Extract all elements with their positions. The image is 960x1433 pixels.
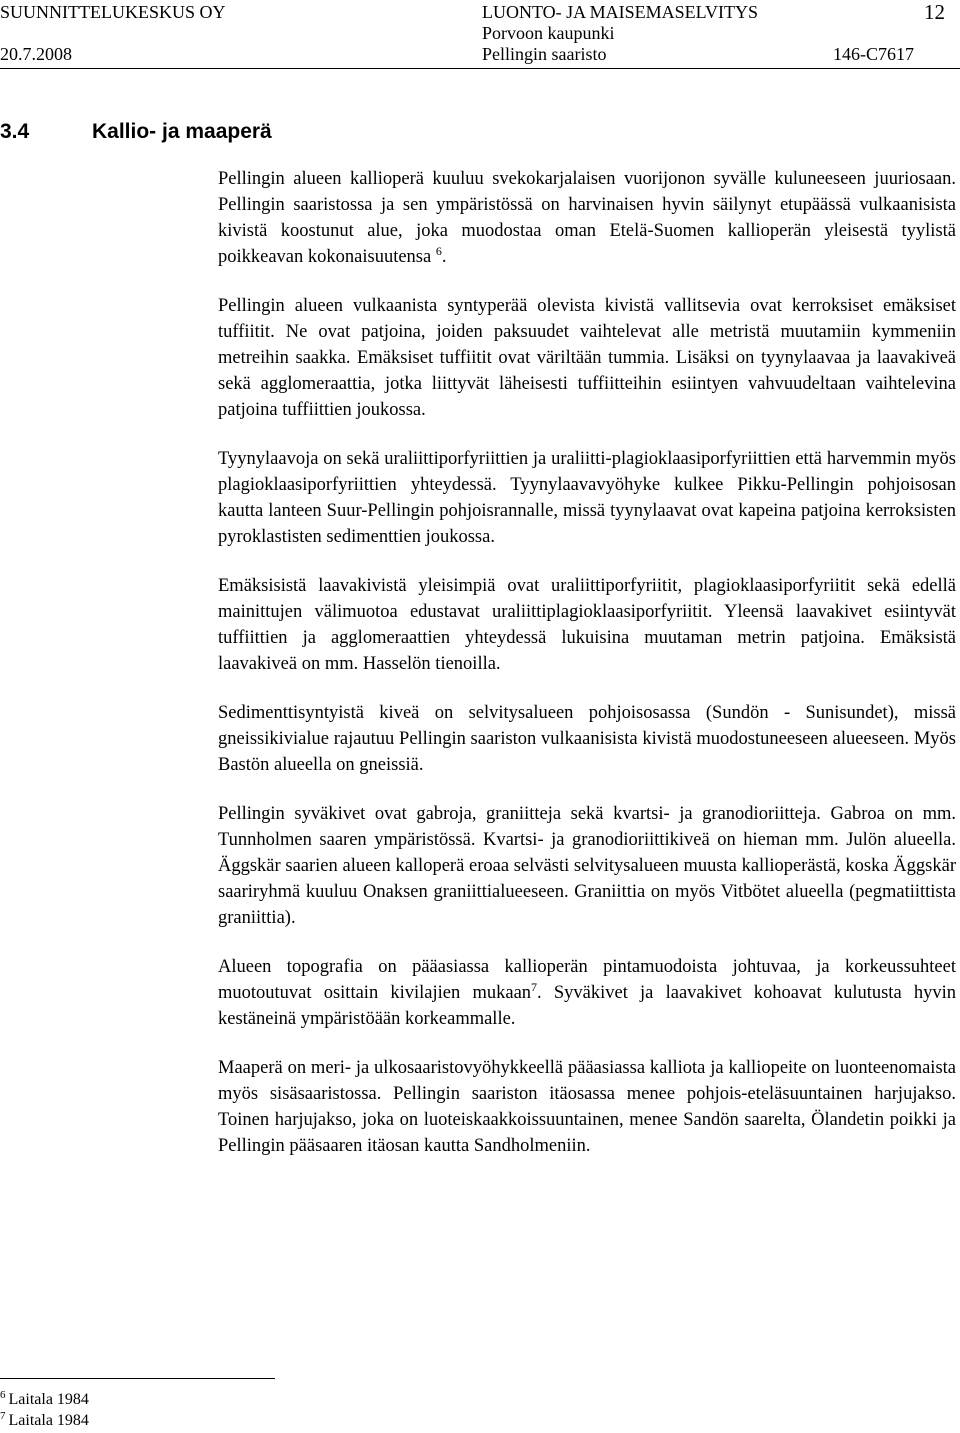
paragraph-1-end: . <box>441 247 447 267</box>
footnote-7 <box>0 1410 89 1431</box>
footnotes <box>0 1389 89 1431</box>
footnote-divider <box>0 1378 275 1379</box>
paragraph-2: Pellingin alueen vulkaanista syntyperää olevista kivistä vallitsevia ovat kerroksiset emäksiset tuffiitit. Ne ovat patjoina, joiden paksuudet vaihtelevat alle metristä muutamiin kymmeniin metreihin saakka. Emäksiset tuffiitit ovat väriltään tummia. Lisäksi on tyynylaavaa ja laavakiveä sekä agglomeraattia, jotka liittyvät läheisesti tuffiitteihin esiintyen vahvuudeltaan vaihtelevina patjoina tuffiittien joukossa. <box>218 296 956 420</box>
body-text <box>218 166 956 1182</box>
header-project-code: 146-C7617 <box>833 44 914 64</box>
section-number: 3.4 <box>0 120 30 143</box>
paragraph-1 <box>218 166 956 270</box>
paragraph-3: Tyynylaavoja on sekä uraliittiporfyriittien ja uraliitti-plagioklaasiporfyriittien että harvemmin myös plagioklaasiporfyriittien yhteydessä. Tyynylaavavyöhyke kulkee Pikku-Pellingin pohjoisosan kautta lanteen Suur-Pellingin pohjoisrannalle, missä tyynylaavat ovat kapeina patjoina kerroksisten pyroklastisten sedimenttien joukossa. <box>218 449 956 547</box>
footnote-6 <box>0 1389 89 1410</box>
header-organization: SUUNNITTELUKESKUS OY <box>0 2 226 22</box>
footnote-text: Laitala 1984 <box>8 1391 89 1408</box>
paragraph-7-end: . Syväkivet ja laavakivet kohoavat kulutusta hyvin kestäneinä ympäristöään korkeammalle. <box>218 983 956 1029</box>
header-date: 20.7.2008 <box>0 44 72 64</box>
header-municipality: Porvoon kaupunki <box>482 23 615 43</box>
footnote-ref-6: 6 <box>435 243 442 258</box>
paragraph-1-text: Pellingin alueen kallioperä kuuluu svekokarjalaisen vuorijonon syvälle kuluneeseen juuriosaan. Pellingin saaristossa ja sen ympäristössä on harvinaisen hyvin säilynyt etupäässä vulkaanisista kivistä koostunut alue, joka muodostaa oman Etelä-Suomen kallioperän yleisestä tyylistä poikkeavan kokonaisuutensa <box>218 169 956 267</box>
paragraph-7-text: Alueen topografia on pääasiassa kallioperän pintamuodoista johtuvaa, ja korkeussuhteet muotoutuvat osittain kivilajien mukaan <box>218 957 956 1003</box>
section-title: Kallio- ja maaperä <box>92 120 272 143</box>
header-divider <box>0 68 960 69</box>
page-header <box>0 0 960 68</box>
paragraph-7 <box>218 954 956 1032</box>
footnote-ref-7: 7 <box>531 979 538 994</box>
header-page-number: 12 <box>924 0 945 24</box>
section-heading <box>0 118 272 146</box>
paragraph-4: Emäksisistä laavakivistä yleisimpiä ovat uraliittiporfyriitit, plagioklaasiporfyriitit sekä edellä mainittujen välimuotoa edustavat uraliittiplagioklaasiporfyriitit. Yleensä laavakivet esiintyvät tuffiittien ja agglomeraattien yhteydessä lukuisina muutaman metrin patjoina. Emäksistä laavakiveä on mm. Hasselön tienoilla. <box>218 576 956 674</box>
paragraph-8: Maaperä on meri- ja ulkosaaristovyöhykkeellä pääasiassa kalliota ja kalliopeite on luonteenomaista myös sisäsaaristossa. Pellingin saariston itäosassa menee pohjois-eteläsuuntainen harjujakso. Toinen harjujakso, joka on luoteiskaakkoissuuntainen, menee Sandön saarelta, Ölandetin poikki ja Pellingin pääsaaren itäosan kautta Sandholmeniin. <box>218 1058 956 1156</box>
header-report-title: LUONTO- JA MAISEMASELVITYS <box>482 2 759 22</box>
footnote-number: 6 <box>0 1388 6 1401</box>
header-area: Pellingin saaristo <box>482 44 607 64</box>
paragraph-6: Pellingin syväkivet ovat gabroja, graniitteja sekä kvartsi- ja granodioriitteja. Gabroa on mm. Tunnholmen saaren ympäristössä. Kvartsi- ja granodioriittikiveä on hieman mm. Julön alueella. Äggskär saarien alueen kalloperä eroaa selvästi selvitysalueen muusta kallioperästä, koska Äggskär saariryhmä kuuluu Onaksen graniittialueeseen. Graniittia on myös Vitbötet alueella (pegmatiittista graniittia). <box>218 804 956 928</box>
footnote-text: Laitala 1984 <box>8 1412 89 1429</box>
footnote-number: 7 <box>0 1409 6 1422</box>
paragraph-5: Sedimenttisyntyistä kiveä on selvitysalueen pohjoisosassa (Sundön - Sunisundet), missä gneissikivialue rajautuu Pellingin saariston vulkaanisista kivistä muodostuneeseen alueeseen. Myös Bastön alueella on gneissiä. <box>218 703 956 775</box>
